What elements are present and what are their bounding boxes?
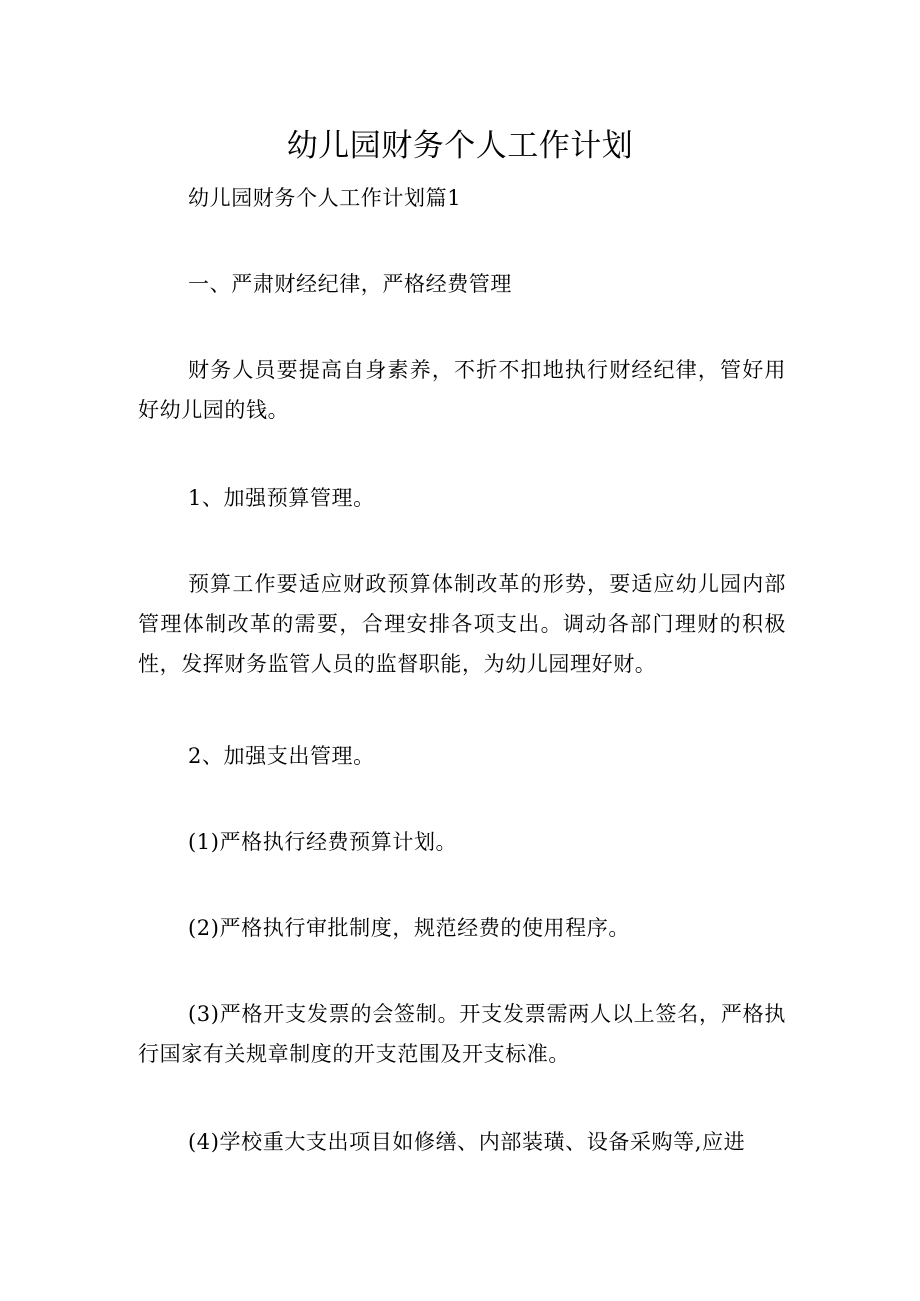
section-heading: 幼儿园财务个人工作计划篇1 bbox=[188, 186, 462, 210]
list-item: (4)学校重大支出项目如修缮、内部装璜、设备采购等,应进 bbox=[188, 1130, 746, 1154]
list-item: (3)严格开支发票的会签制。开支发票需两人以上签名，严格执行国家有关规章制度的开支范围及开支标准。 bbox=[138, 1002, 786, 1066]
list-item: (2)严格执行审批制度，规范经费的使用程序。 bbox=[188, 916, 630, 940]
document-title: 幼儿园财务个人工作计划 bbox=[286, 128, 634, 164]
paragraph: 预算工作要适应财政预算体制改革的形势，要适应幼儿园内部管理体制改革的需要，合理安排各项支出。调动各部门理财的积极性，发挥财务监管人员的监督职能，为幼儿园理好财。 bbox=[138, 572, 786, 676]
paragraph: 财务人员要提高自身素养，不折不扣地执行财经纪律，管好用好幼儿园的钱。 bbox=[138, 358, 786, 422]
list-item: (1)严格执行经费预算计划。 bbox=[188, 830, 458, 854]
list-item: 1、加强预算管理。 bbox=[188, 486, 375, 510]
subheading-discipline: 一、严肃财经纪律，严格经费管理 bbox=[188, 272, 512, 296]
list-item: 2、加强支出管理。 bbox=[188, 744, 375, 768]
